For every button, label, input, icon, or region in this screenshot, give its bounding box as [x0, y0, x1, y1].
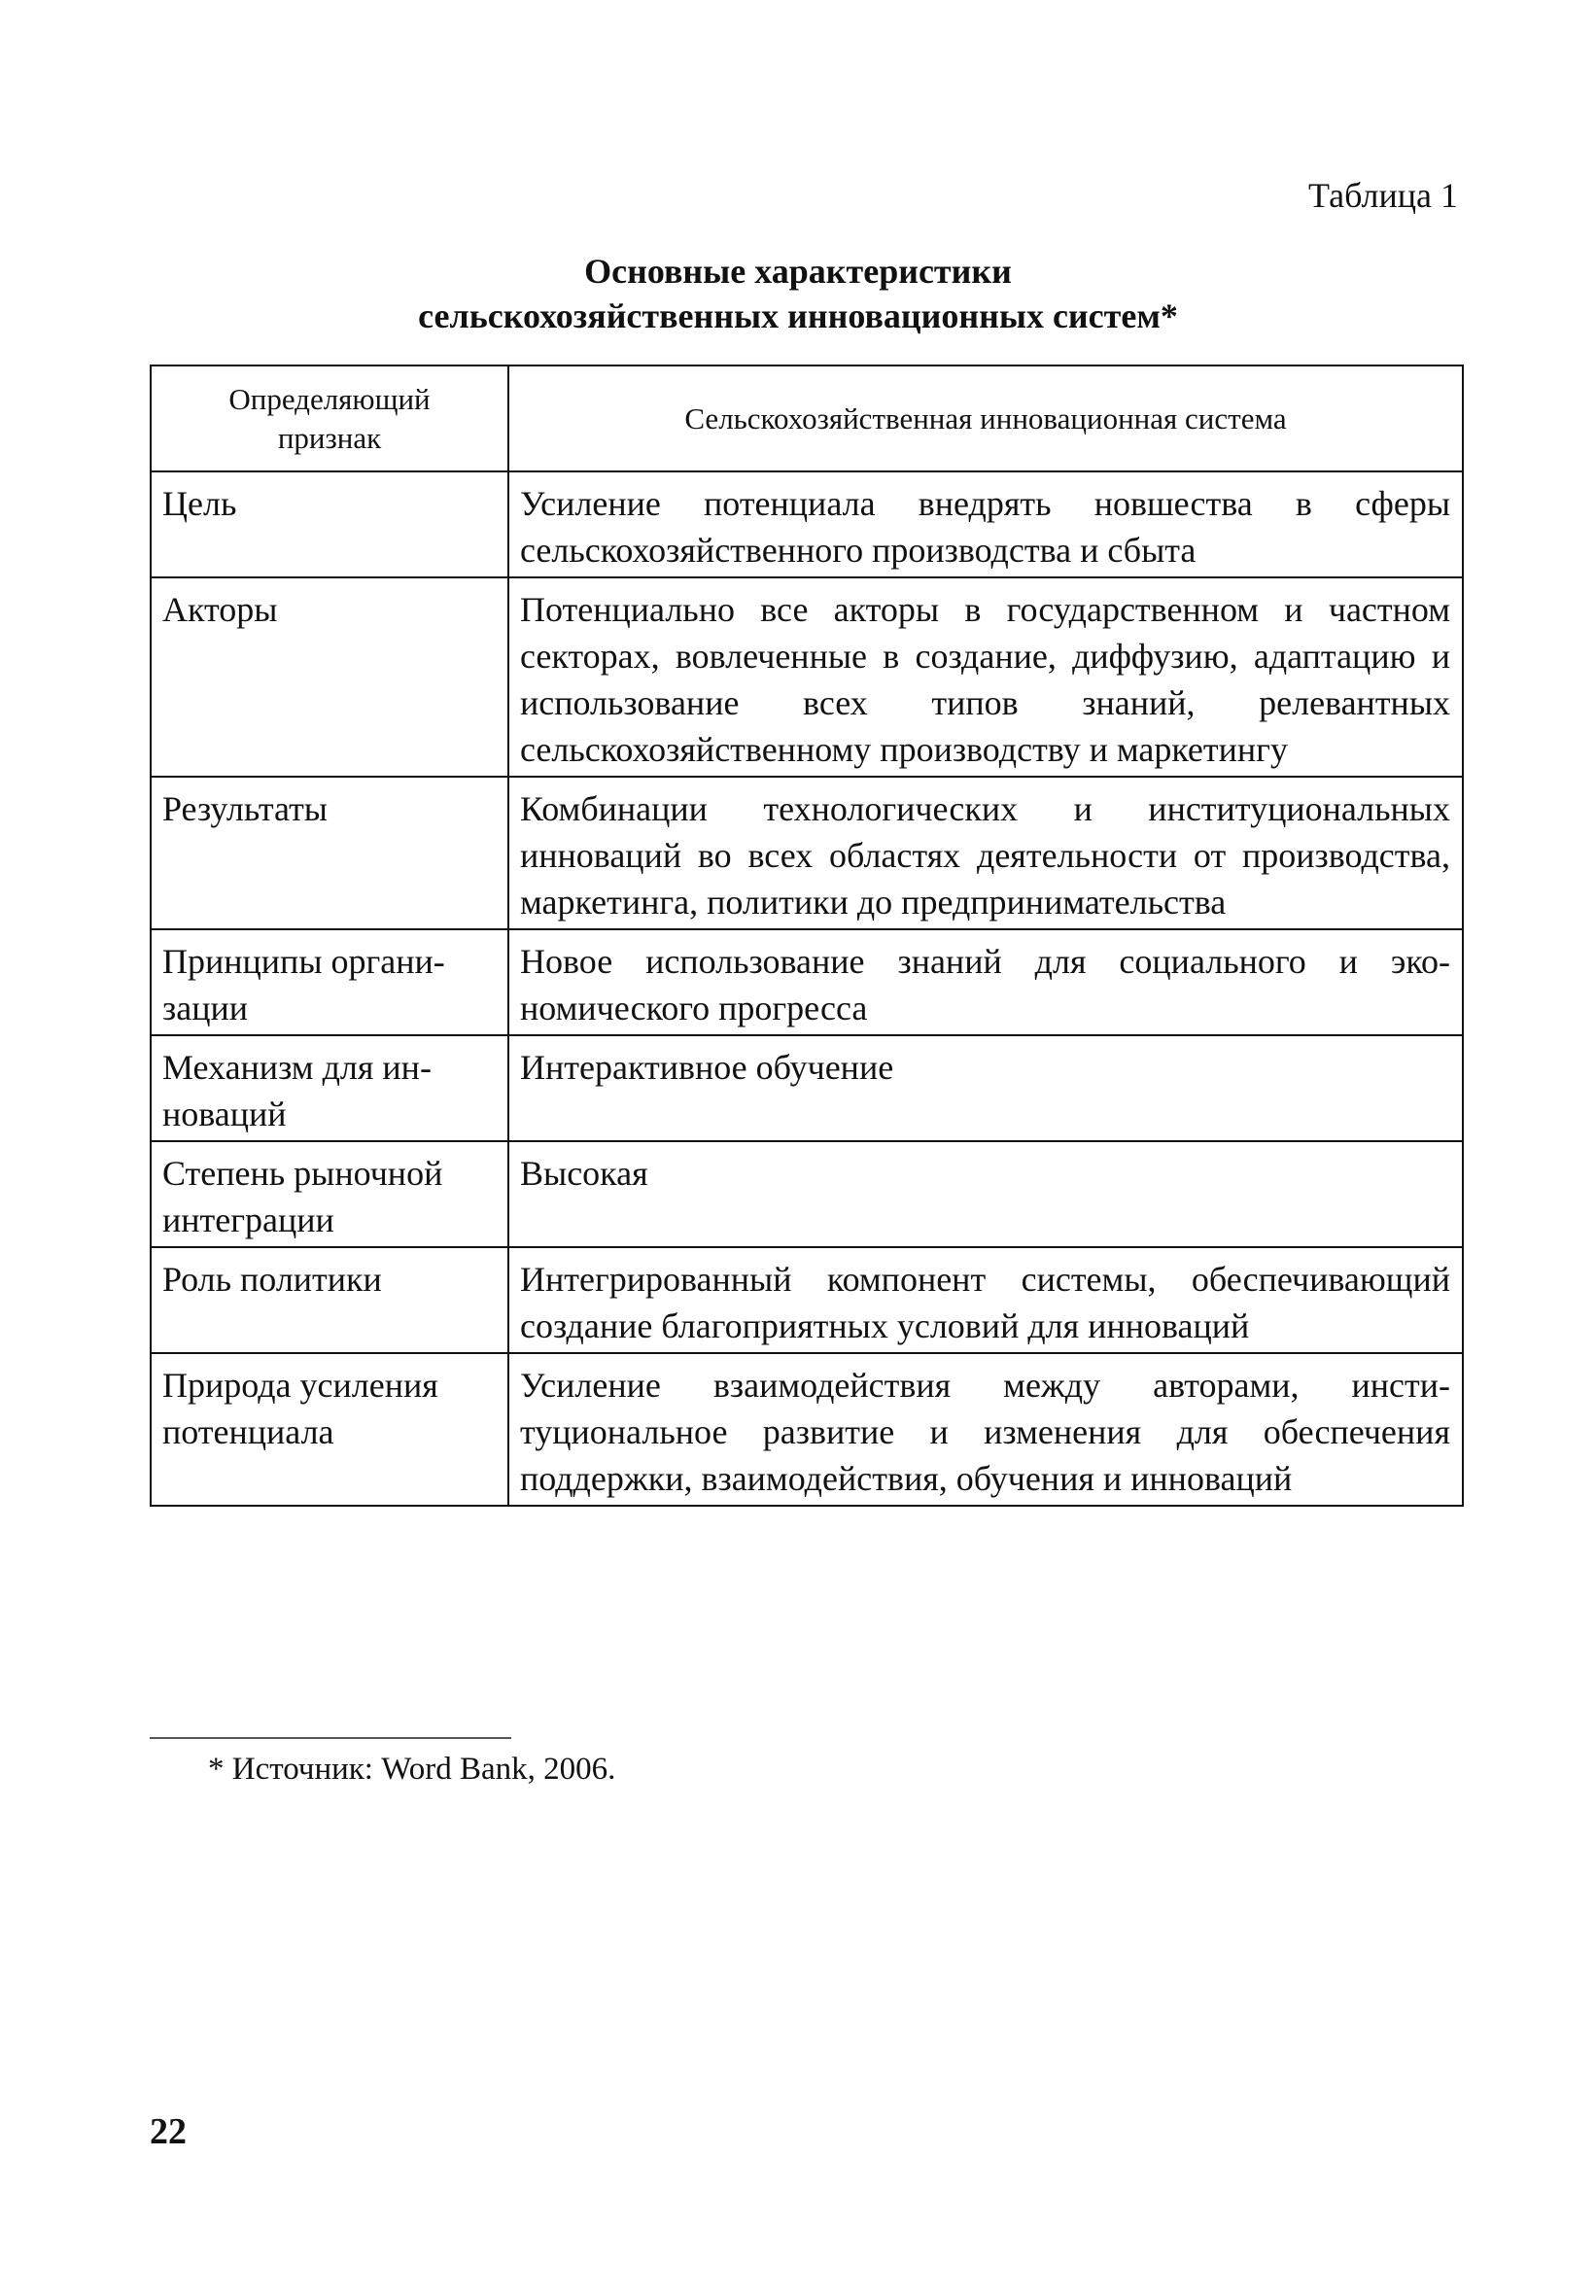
table-row: [151, 577, 1463, 777]
table-label: Таблица 1: [1308, 176, 1458, 215]
row-feature: Результаты: [151, 777, 508, 929]
table-title-line-1: Основные характеристики: [584, 252, 1012, 291]
table-row: [151, 471, 1463, 577]
row-description: Высокая: [508, 1141, 1463, 1247]
table-row: [151, 777, 1463, 929]
header-feature: [151, 365, 508, 471]
row-feature: Роль политики: [151, 1247, 508, 1353]
table-row: [151, 1247, 1463, 1353]
table-row: [151, 1141, 1463, 1247]
row-feature: Акторы: [151, 577, 508, 777]
page-number: 22: [150, 2111, 187, 2152]
header-feature-line-1: Определяющий: [228, 381, 431, 416]
row-feature: Механизм для инноваций: [151, 1035, 508, 1141]
table-title-line-2: сельскохозяйственных инновационных систем*: [418, 296, 1178, 335]
header-system: Сельскохозяйственная инновационная система: [508, 365, 1463, 471]
row-description: Потенциально все акторы в государственном и частном секторах, вовлеченные в создание, диффузию, адаптацию и использование всех типов знаний, релевантных сельскохозяйственному производству и маркетингу: [508, 577, 1463, 777]
header-feature-line-2: признак: [277, 420, 382, 455]
table-header-row: [151, 365, 1463, 471]
row-description: Новое использование знаний для социального и экономического прогресса: [508, 929, 1463, 1035]
row-description: Усиление взаимодействия между авторами, институциональное развитие и изменения для обеспечения поддержки, взаимодействия, обучения и инноваций: [508, 1353, 1463, 1506]
row-description: Интегрированный компонент системы, обеспечивающий создание благоприятных условий для инноваций: [508, 1247, 1463, 1353]
table-row: [151, 1035, 1463, 1141]
footnote-divider: [150, 1737, 511, 1739]
row-description: Интерактивное обучение: [508, 1035, 1463, 1141]
characteristics-table: [150, 365, 1464, 1507]
row-feature: Природа усиления потенциала: [151, 1353, 508, 1506]
row-feature: Принципы организации: [151, 929, 508, 1035]
table-title: [0, 249, 1596, 338]
row-description: Комбинации технологических и институциональных инноваций во всех областях деятельности от производства, маркетинга, политики до предпринимательства: [508, 777, 1463, 929]
row-feature: Цель: [151, 471, 508, 577]
row-description: Усиление потенциала внедрять новшества в сферы сельскохозяйственного производства и сбыта: [508, 471, 1463, 577]
footnote: * Источник: Word Bank, 2006.: [208, 1752, 616, 1787]
table-row: [151, 1353, 1463, 1506]
table-row: [151, 929, 1463, 1035]
row-feature: Степень рыночной интеграции: [151, 1141, 508, 1247]
